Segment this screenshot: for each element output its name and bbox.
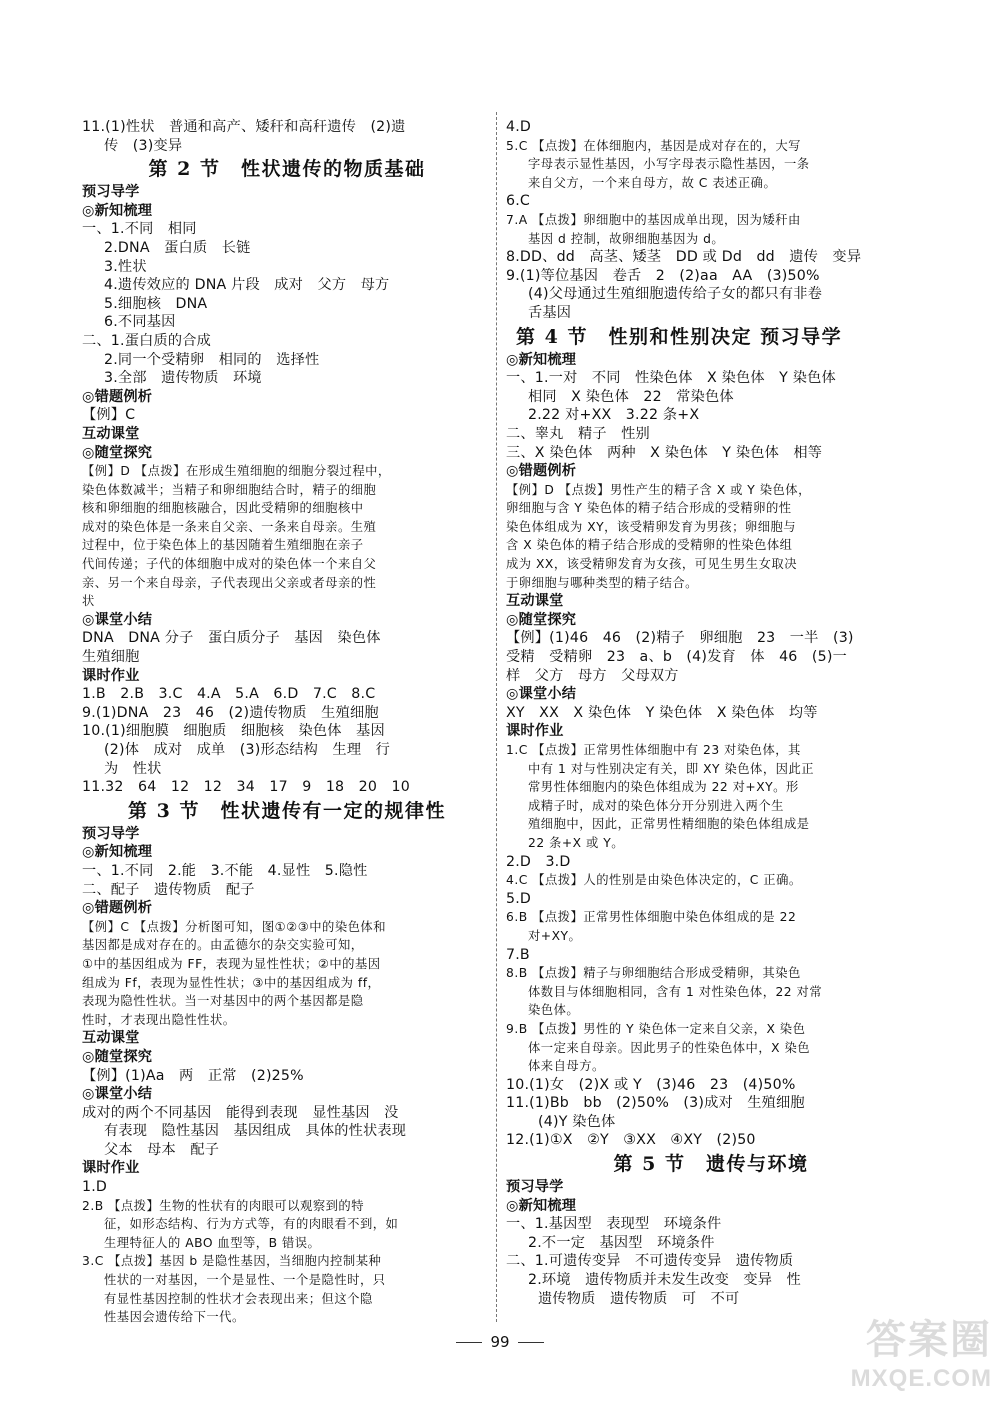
answer-line: 卵细胞与含 Y 染色体的精子结合形成的受精卵的性 bbox=[506, 501, 792, 516]
answer-line: 7.A 【点拨】卵细胞中的基因成单出现，因为矮秆由 bbox=[506, 212, 801, 227]
answer-line: 体一定来自母亲。因此男子的性染色体中，X 染色 bbox=[528, 1040, 811, 1055]
answer-line: 生理特征人的 ABO 血型等，B 错误。 bbox=[104, 1235, 321, 1250]
answer-line: 相同 X 染色体 22 常染色体 bbox=[528, 388, 734, 405]
subsection-label: 互动课堂 bbox=[506, 593, 564, 610]
answer-line: 来自父方，一个来自母方，故 C 表述正确。 bbox=[528, 175, 777, 190]
watermark-logo bbox=[812, 1308, 992, 1408]
answer-line: 字母表示显性基因，小写字母表示隐性基因，一条 bbox=[528, 157, 810, 172]
subsection-label: ◎随堂探究 bbox=[506, 611, 577, 628]
answer-line: (4)Y 染色体 bbox=[538, 1113, 616, 1130]
answer-line: 11.32 64 12 12 34 17 9 18 20 10 bbox=[82, 779, 410, 796]
answer-line: 6.不同基因 bbox=[104, 314, 176, 331]
answer-line: 5.C 【点拨】在体细胞内，基因是成对存在的，大写 bbox=[506, 138, 801, 153]
watermark-en: MXQE.COM bbox=[850, 1365, 992, 1392]
answer-line: 2.不一定 基因型 环境条件 bbox=[528, 1234, 715, 1251]
answer-line: 二、睾丸 精子 性别 bbox=[506, 425, 650, 442]
answer-line: 6.B 【点拨】正常男性体细胞中染色体组成的是 22 bbox=[506, 910, 797, 925]
answer-line: 【例】C bbox=[82, 407, 136, 424]
answer-line: 传 (3)变异 bbox=[104, 137, 183, 154]
answer-line: 征，如形态结构、行为方式等，有的肉眼看不到，如 bbox=[104, 1217, 399, 1232]
answer-line: 舌基因 bbox=[528, 304, 572, 321]
answer-line: 8.B 【点拨】精子与卵细胞结合形成受精卵，其染色 bbox=[506, 966, 801, 981]
answer-line: 二、配子 遗传物质 配子 bbox=[82, 881, 255, 898]
answer-line: 4.D bbox=[506, 119, 532, 135]
answer-line: 5.细胞核 DNA bbox=[104, 295, 208, 312]
answer-line: 11.(1)性状 普通和高产、矮秆和高秆遗传 (2)遗 bbox=[82, 119, 406, 135]
subsection-label: 互动课堂 bbox=[82, 1030, 140, 1047]
answer-line: 组成为 Ff，表现为显性性状；③中的基因组成为 ff， bbox=[82, 975, 381, 990]
subsection-label: ◎课堂小结 bbox=[82, 1086, 153, 1103]
subsection-label: ◎错题例析 bbox=[82, 900, 153, 917]
subsection-label: ◎课堂小结 bbox=[506, 686, 577, 703]
answer-line: 对+XY。 bbox=[528, 928, 582, 943]
answer-line: 体数目与体细胞相同，含有 1 对性染色体，22 对常 bbox=[528, 984, 823, 999]
answer-line: 基因 d 控制，故卵细胞基因为 d。 bbox=[528, 231, 725, 246]
subsection-label: 预习导学 bbox=[506, 1179, 564, 1196]
subsection-label: 课时作业 bbox=[82, 1160, 140, 1177]
answer-line: 过程中，位于染色体上的基因随着生殖细胞在亲子 bbox=[82, 538, 364, 553]
answer-line: 成为 XX，该受精卵发育为女孩，可见生男生女取决 bbox=[506, 557, 797, 572]
answer-line: ①中的基因组成为 FF，表现为显性性状；②中的基因 bbox=[82, 956, 381, 971]
page-number-text: 99 bbox=[490, 1333, 510, 1351]
answer-line: 状 bbox=[82, 594, 95, 609]
answer-line: 成精子时，成对的染色体分开分别进入两个生 bbox=[528, 798, 784, 813]
subsection-label: 互动课堂 bbox=[82, 425, 140, 442]
section-heading: 第 5 节 遗传与环境 bbox=[613, 1153, 809, 1176]
subsection-label: ◎新知梳理 bbox=[82, 202, 153, 219]
answer-line: 生殖细胞 bbox=[82, 649, 140, 666]
answer-line: (4)父母通过生殖细胞遗传给子女的都只有非卷 bbox=[528, 286, 823, 303]
answer-line: 受精 受精卵 23 a、b (4)发育 体 46 (5)一 bbox=[506, 649, 847, 666]
answer-line: 一、1.不同 2.能 3.不能 4.显性 5.隐性 bbox=[82, 862, 368, 879]
answer-line: 染色体组成为 XY，该受精卵发育为男孩；卵细胞与 bbox=[506, 519, 797, 534]
subsection-label: 预习导学 bbox=[82, 184, 140, 201]
answer-line: 1.B 2.B 3.C 4.A 5.A 6.D 7.C 8.C bbox=[82, 686, 376, 703]
subsection-label: ◎随堂探究 bbox=[82, 444, 153, 461]
answer-line: 样 父方 母方 父母双方 bbox=[506, 667, 679, 684]
answer-line: 核和卵细胞的细胞核融合，因此受精卵的细胞核中 bbox=[82, 501, 364, 516]
left-column bbox=[82, 118, 492, 1327]
answer-line: 5.D bbox=[506, 890, 532, 907]
answer-line: 含 X 染色体的精子结合形成的受精卵的性染色体组 bbox=[506, 538, 793, 553]
answer-line: 父本 母本 配子 bbox=[104, 1141, 220, 1158]
subsection-label: ◎课堂小结 bbox=[82, 611, 153, 628]
answer-line: 于卵细胞与哪种类型的精子结合。 bbox=[506, 575, 698, 590]
answer-line: 一、1.基因型 表现型 环境条件 bbox=[506, 1216, 722, 1233]
subsection-label: ◎新知梳理 bbox=[82, 844, 153, 861]
answer-line: 常男性体细胞内的染色体组成为 22 对+XY。形 bbox=[528, 780, 799, 795]
subsection-label: ◎随堂探究 bbox=[82, 1048, 153, 1065]
answer-line: 性时，才表现出隐性性状。 bbox=[82, 1012, 236, 1027]
answer-line: 殖细胞中，因此，正常男性精细胞的染色体组成是 bbox=[528, 817, 810, 832]
answer-line: 中有 1 对与性别决定有关，即 XY 染色体，因此正 bbox=[528, 761, 815, 776]
answer-line: 表现为隐性性状。当一对基因中的两个基因都是隐 bbox=[82, 994, 364, 1009]
answer-line: 为 性状 bbox=[104, 760, 162, 777]
subsection-label: ◎新知梳理 bbox=[506, 1197, 577, 1214]
answer-line: 3.性状 bbox=[104, 258, 147, 275]
section-heading: 第 2 节 性状遗传的物质基础 bbox=[148, 158, 426, 181]
subsection-label: ◎新知梳理 bbox=[506, 351, 577, 368]
answer-line: 体来自母方。 bbox=[528, 1059, 605, 1074]
answer-line: 有表现 隐性基因 基因组成 具体的性状表现 bbox=[104, 1123, 407, 1140]
answer-line: 2.22 对+XX 3.22 条+X bbox=[528, 407, 700, 424]
answer-line: 2.环境 遗传物质并未发生改变 变异 性 bbox=[528, 1272, 801, 1289]
answer-line: 4.C 【点拨】人的性别是由染色体决定的，C 正确。 bbox=[506, 873, 802, 888]
answer-line: 2.D 3.D bbox=[506, 853, 571, 870]
answer-line: 二、1.可遗传变异 不可遗传变异 遗传物质 bbox=[506, 1253, 794, 1270]
answer-line: 一、1.一对 不同 性染色体 X 染色体 Y 染色体 bbox=[506, 370, 836, 387]
answer-line: 10.(1)细胞膜 细胞质 细胞核 染色体 基因 bbox=[82, 723, 385, 740]
answer-line: DNA DNA 分子 蛋白质分子 基因 染色体 bbox=[82, 630, 381, 647]
answer-line: 【例】C 【点拨】分析图可知，图①②③中的染色体和 bbox=[82, 919, 387, 934]
answer-line: 有显性基因控制的性状才会表现出来；但这个隐 bbox=[104, 1291, 373, 1306]
answer-line: 6.C bbox=[506, 193, 531, 210]
subsection-label: 预习导学 bbox=[82, 825, 140, 842]
answer-line: 9.(1)等位基因 卷舌 2 (2)aa AA (3)50% bbox=[506, 267, 820, 284]
right-column bbox=[506, 118, 916, 1308]
answer-line: 9.B 【点拨】男性的 Y 染色体一定来自父亲，X 染色 bbox=[506, 1021, 806, 1036]
answer-line: 8.DD、dd 高茎、矮茎 DD 或 Dd dd 遗传 变异 bbox=[506, 249, 862, 266]
answer-line: 亲、另一个来自母亲，子代表现出父亲或者母亲的性 bbox=[82, 575, 377, 590]
answer-line: 2.B 【点拨】生物的性状有的肉眼可以观察到的特 bbox=[82, 1198, 365, 1213]
answer-line: 代间传递；子代的体细胞中成对的染色体一个来自父 bbox=[82, 557, 377, 572]
answer-line: 二、1.蛋白质的合成 bbox=[82, 332, 212, 349]
answer-line: 2.DNA 蛋白质 长链 bbox=[104, 239, 251, 256]
answer-line: 【例】(1)Aa 两 正常 (2)25% bbox=[82, 1067, 304, 1084]
answer-line: 10.(1)女 (2)X 或 Y (3)46 23 (4)50% bbox=[506, 1076, 796, 1093]
answer-line: 4.遗传效应的 DNA 片段 成对 父方 母方 bbox=[104, 277, 390, 294]
answer-line: 基因都是成对存在的。由孟德尔的杂交实验可知， bbox=[82, 938, 364, 953]
answer-line: 一、1.不同 相同 bbox=[82, 221, 197, 238]
answer-line: 【例】D 【点拨】男性产生的精子含 X 或 Y 染色体， bbox=[506, 482, 811, 497]
answer-line: (2)体 成对 成单 (3)形态结构 生理 行 bbox=[104, 742, 390, 758]
answer-line: XY XX X 染色体 Y 染色体 X 染色体 均等 bbox=[506, 704, 818, 721]
answer-line: 成对的两个不同基因 能得到表现 显性基因 没 bbox=[82, 1104, 399, 1121]
answer-line: 11.(1)Bb bb (2)50% (3)成对 生殖细胞 bbox=[506, 1095, 805, 1112]
answer-line: 1.C 【点拨】正常男性体细胞中有 23 对染色体，其 bbox=[506, 743, 801, 757]
column-divider bbox=[496, 112, 497, 1322]
answer-line: 3.全部 遗传物质 环境 bbox=[104, 370, 262, 387]
answer-line: 染色体数减半；当精子和卵细胞结合时，精子的细胞 bbox=[82, 482, 377, 497]
section-heading: 第 4 节 性别和性别决定 预习导学 bbox=[516, 325, 843, 348]
answer-line: 【例】D 【点拨】在形成生殖细胞的细胞分裂过程中， bbox=[82, 464, 391, 479]
subsection-label: ◎错题例析 bbox=[506, 463, 577, 480]
answer-line: 成对的染色体是一条来自父亲、一条来自母亲。生殖 bbox=[82, 519, 377, 534]
subsection-label: 课时作业 bbox=[82, 667, 140, 684]
answer-line: 12.(1)①X ②Y ③XX ④XY (2)50 bbox=[506, 1132, 756, 1149]
answer-line: 染色体。 bbox=[528, 1003, 580, 1018]
section-heading: 第 3 节 性状遗传有一定的规律性 bbox=[128, 799, 446, 822]
answer-line: 遗传物质 遗传物质 可 不可 bbox=[538, 1290, 740, 1307]
answer-line: 7.B bbox=[506, 946, 530, 963]
answer-line: 22 条+X 或 Y。 bbox=[528, 835, 625, 850]
answer-line: 1.D bbox=[82, 1179, 108, 1196]
answer-line: 2.同一个受精卵 相同的 选择性 bbox=[104, 351, 320, 368]
answer-line: 性基因会遗传给下一代。 bbox=[104, 1310, 245, 1325]
answer-line: 9.(1)DNA 23 46 (2)遗传物质 生殖细胞 bbox=[82, 704, 379, 721]
answer-line: 【例】(1)46 46 (2)精子 卵细胞 23 一半 (3) bbox=[506, 630, 854, 647]
answer-line: 3.C 【点拨】基因 b 是隐性基因，当细胞内控制某种 bbox=[82, 1254, 382, 1269]
subsection-label: ◎错题例析 bbox=[82, 388, 153, 405]
answer-line: 性状的一对基因，一个是显性、一个是隐性时，只 bbox=[104, 1273, 386, 1288]
answer-line: 三、X 染色体 两种 X 染色体 Y 染色体 相等 bbox=[506, 444, 823, 461]
subsection-label: 课时作业 bbox=[506, 723, 564, 740]
watermark-cn: 答案圈 bbox=[866, 1316, 992, 1363]
